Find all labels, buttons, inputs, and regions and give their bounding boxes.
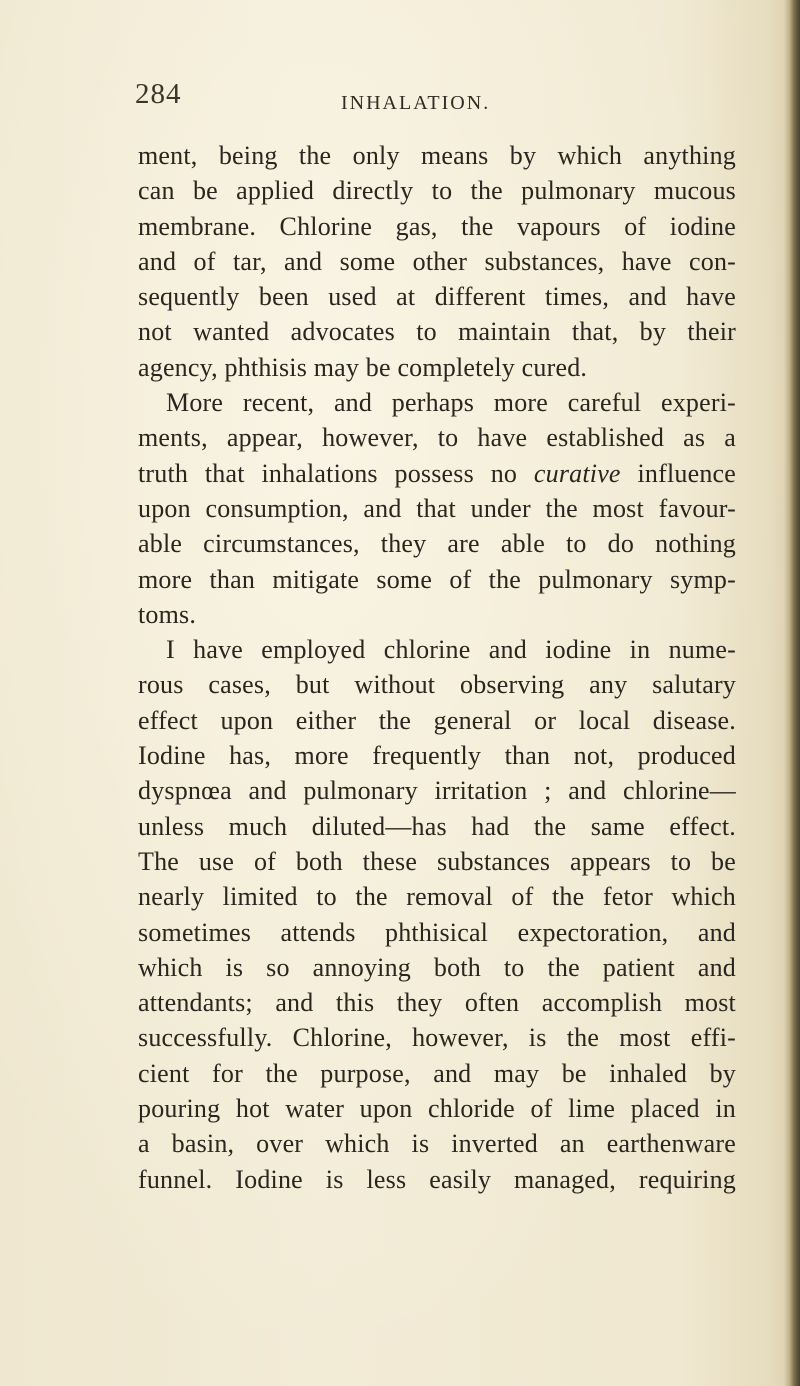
- text-fragment: influence: [637, 458, 736, 488]
- running-head: INHALATION.: [341, 92, 491, 114]
- text-line: dyspnœa and pulmonary irritation ; and chlorine—: [138, 776, 736, 806]
- text-line: able circumstances, they are able to do nothing: [138, 529, 736, 559]
- text-line: attendants; and this they often accomplish most: [138, 988, 736, 1018]
- text-line: upon consumption, and that under the most favour-: [138, 493, 736, 523]
- text-line: sequently been used at different times, and have: [138, 282, 736, 312]
- text-line: effect upon either the general or local disease.: [138, 705, 736, 735]
- text-line: nearly limited to the removal of the fetor which: [138, 882, 736, 912]
- italic-word: curative: [533, 458, 621, 488]
- text-line: The use of both these substances appears to be: [138, 846, 736, 876]
- text-line: a basin, over which is inverted an earthenware: [138, 1129, 736, 1159]
- paragraph-start-line: I have employed chlorine and iodine in nume-: [166, 635, 736, 665]
- text-line: not wanted advocates to maintain that, by their: [138, 317, 736, 347]
- text-line: Iodine has, more frequently than not, produced: [138, 741, 736, 771]
- text-line: funnel. Iodine is less easily managed, requiring: [138, 1164, 736, 1194]
- body-text: [138, 138, 736, 1197]
- text-line: membrane. Chlorine gas, the vapours of iodine: [138, 211, 736, 241]
- text-line: which is so annoying both to the patient and: [138, 952, 736, 982]
- text-line: ment, being the only means by which anything: [138, 141, 736, 170]
- text-line: rous cases, but without observing any salutary: [138, 670, 736, 700]
- page-number: 284: [135, 78, 182, 110]
- text-fragment: truth that inhalations possess no: [138, 458, 518, 488]
- text-line: and of tar, and some other substances, have con-: [138, 246, 736, 276]
- text-line: ments, appear, however, to have established as a: [138, 423, 736, 453]
- text-line: toms.: [138, 599, 197, 629]
- paragraph-start-line: More recent, and perhaps more careful experi-: [166, 388, 736, 418]
- text-line: can be applied directly to the pulmonary mucous: [138, 176, 736, 206]
- text-line: agency, phthisis may be completely cured.: [138, 352, 588, 382]
- book-spine: [790, 0, 800, 1386]
- text-line: more than mitigate some of the pulmonary symp-: [138, 564, 736, 594]
- text-line: pouring hot water upon chloride of lime placed in: [138, 1094, 736, 1124]
- text-line: sometimes attends phthisical expectoration, and: [138, 917, 736, 947]
- text-line: cient for the purpose, and may be inhaled by: [138, 1058, 736, 1088]
- text-line-with-italic: [138, 456, 736, 491]
- text-line: successfully. Chlorine, however, is the most effi-: [138, 1023, 736, 1053]
- text-line: unless much diluted—has had the same effect.: [138, 811, 736, 841]
